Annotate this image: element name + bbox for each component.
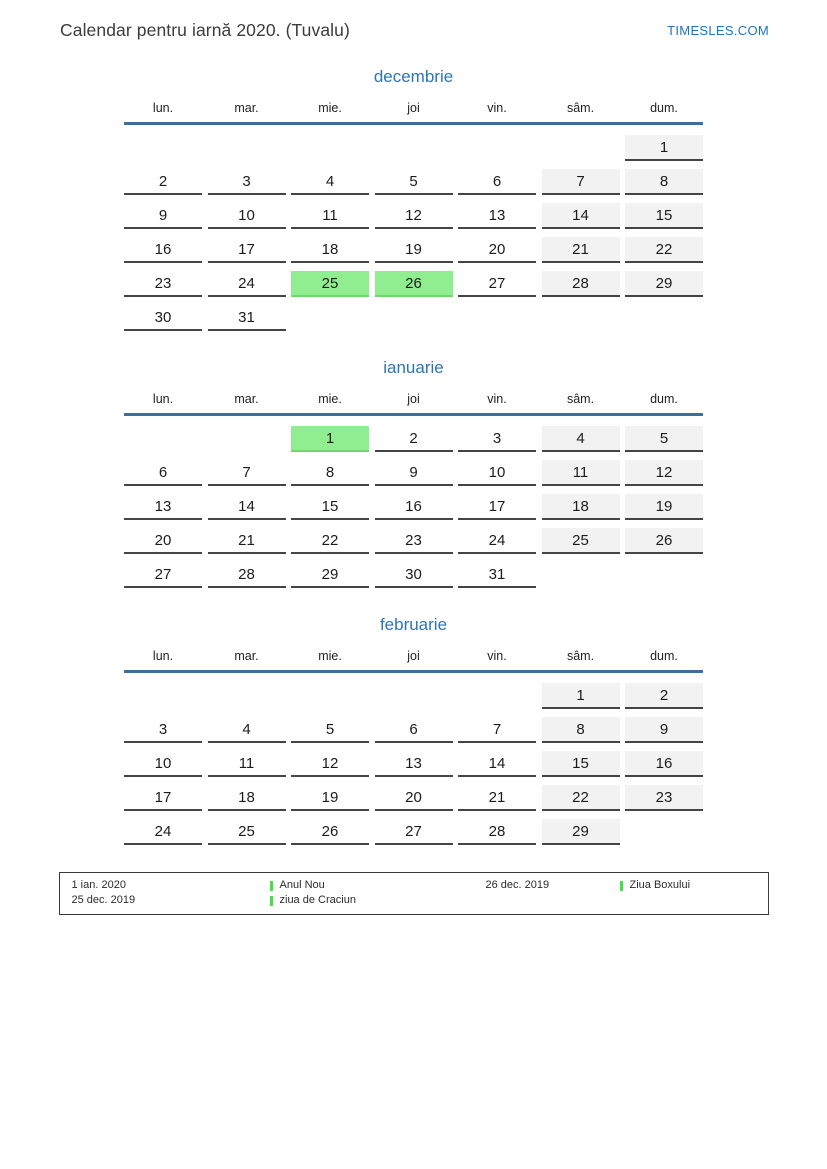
day-cell: 17 — [458, 494, 536, 520]
day-cell: 8 — [291, 460, 369, 486]
month-ianuarie — [124, 358, 703, 588]
day-cell: 22 — [291, 528, 369, 554]
weekday-label: lun. — [152, 101, 174, 115]
day-cell: 7 — [542, 169, 620, 195]
day-cell: 17 — [124, 785, 202, 811]
empty-cell — [542, 562, 620, 588]
empty-cell — [375, 683, 453, 709]
day-cell: 2 — [124, 169, 202, 195]
day-cell: 3 — [208, 169, 286, 195]
day-cell: 16 — [124, 237, 202, 263]
legend-date-column — [72, 878, 270, 908]
day-cell: 21 — [458, 785, 536, 811]
day-cell: 31 — [458, 562, 536, 588]
weekday-label: mie. — [318, 392, 342, 406]
day-cell: 27 — [375, 819, 453, 845]
empty-cell — [625, 305, 703, 331]
day-cell: 14 — [208, 494, 286, 520]
day-cell: 24 — [458, 528, 536, 554]
day-cell: 23 — [625, 785, 703, 811]
legend-holiday — [620, 878, 756, 893]
day-cell: 1 — [542, 683, 620, 709]
holiday-marker-icon — [620, 881, 623, 891]
day-cell: 10 — [458, 460, 536, 486]
weekday-header — [124, 101, 703, 115]
legend-box — [59, 872, 769, 915]
day-cell: 28 — [208, 562, 286, 588]
day-cell: 3 — [458, 426, 536, 452]
legend-date-column — [486, 878, 620, 908]
empty-cell — [291, 305, 369, 331]
day-cell: 27 — [458, 271, 536, 297]
legend-date: 26 dec. 2019 — [485, 879, 550, 891]
legend-holiday — [270, 878, 486, 893]
day-cell: 3 — [124, 717, 202, 743]
day-cell: 12 — [625, 460, 703, 486]
empty-cell — [375, 305, 453, 331]
day-cell: 20 — [124, 528, 202, 554]
weekday-label: mie. — [318, 649, 342, 663]
day-cell: 13 — [375, 751, 453, 777]
empty-cell — [375, 135, 453, 161]
day-cell: 2 — [375, 426, 453, 452]
month-grid — [124, 683, 703, 845]
weekday-label: dum. — [650, 101, 678, 115]
weekday-label: dum. — [650, 649, 678, 663]
day-cell: 25 — [542, 528, 620, 554]
holiday-marker-icon — [270, 881, 273, 891]
month-title: februarie — [379, 615, 448, 634]
empty-cell — [625, 562, 703, 588]
month-title: decembrie — [373, 67, 454, 86]
weekday-label: mar. — [234, 101, 259, 115]
day-cell: 5 — [625, 426, 703, 452]
legend-name-column — [620, 878, 756, 908]
legend-holiday-label: Ziua Boxului — [629, 879, 691, 891]
day-cell: 11 — [542, 460, 620, 486]
page-header — [0, 0, 827, 41]
empty-cell — [208, 426, 286, 452]
day-cell: 10 — [124, 751, 202, 777]
legend-date: 25 dec. 2019 — [71, 894, 136, 906]
day-cell: 11 — [291, 203, 369, 229]
month-grid — [124, 135, 703, 331]
weekday-header — [124, 392, 703, 406]
weekday-label: sâm. — [566, 649, 595, 663]
day-cell: 31 — [208, 305, 286, 331]
day-cell: 27 — [124, 562, 202, 588]
day-cell: 29 — [542, 819, 620, 845]
day-cell: 6 — [375, 717, 453, 743]
month-grid — [124, 426, 703, 588]
day-cell: 15 — [625, 203, 703, 229]
day-cell: 22 — [625, 237, 703, 263]
weekday-label: joi — [407, 649, 420, 663]
day-cell: 20 — [458, 237, 536, 263]
weekday-label: mar. — [234, 649, 259, 663]
empty-cell — [124, 683, 202, 709]
weekday-label: sâm. — [566, 392, 595, 406]
empty-cell — [124, 426, 202, 452]
day-cell: 14 — [542, 203, 620, 229]
day-cell: 17 — [208, 237, 286, 263]
day-cell: 15 — [542, 751, 620, 777]
day-cell: 8 — [625, 169, 703, 195]
day-cell: 21 — [542, 237, 620, 263]
day-cell: 23 — [375, 528, 453, 554]
day-cell: 12 — [375, 203, 453, 229]
day-cell: 24 — [124, 819, 202, 845]
day-cell: 13 — [458, 203, 536, 229]
legend-holiday-label: ziua de Craciun — [279, 894, 356, 906]
holiday-marker-icon — [270, 896, 273, 906]
day-cell: 4 — [291, 169, 369, 195]
day-cell: 10 — [208, 203, 286, 229]
day-cell: 24 — [208, 271, 286, 297]
day-cell: 19 — [625, 494, 703, 520]
day-cell: 5 — [291, 717, 369, 743]
empty-cell — [458, 135, 536, 161]
day-cell: 19 — [291, 785, 369, 811]
day-cell: 7 — [458, 717, 536, 743]
month-title: ianuarie — [383, 358, 444, 377]
day-cell: 25 — [208, 819, 286, 845]
day-cell: 9 — [375, 460, 453, 486]
month-header-rule — [124, 670, 703, 673]
month-header-rule — [124, 413, 703, 416]
day-cell: 6 — [458, 169, 536, 195]
legend-name-column — [270, 878, 486, 908]
empty-cell — [542, 135, 620, 161]
day-cell: 4 — [208, 717, 286, 743]
day-cell: 12 — [291, 751, 369, 777]
day-cell: 23 — [124, 271, 202, 297]
day-cell: 26 — [625, 528, 703, 554]
weekday-label: lun. — [152, 392, 174, 406]
day-cell: 21 — [208, 528, 286, 554]
weekday-label: joi — [407, 101, 420, 115]
legend-date: 1 ian. 2020 — [71, 879, 126, 891]
weekday-label: vin. — [487, 649, 507, 663]
day-cell: 1 — [291, 426, 369, 452]
day-cell: 19 — [375, 237, 453, 263]
day-cell: 26 — [375, 271, 453, 297]
legend-holiday-label: Anul Nou — [279, 879, 325, 891]
day-cell: 18 — [542, 494, 620, 520]
empty-cell — [458, 305, 536, 331]
weekday-label: mar. — [234, 392, 259, 406]
day-cell: 1 — [625, 135, 703, 161]
day-cell: 25 — [291, 271, 369, 297]
day-cell: 29 — [291, 562, 369, 588]
empty-cell — [124, 135, 202, 161]
weekday-label: vin. — [487, 101, 507, 115]
day-cell: 18 — [208, 785, 286, 811]
empty-cell — [291, 683, 369, 709]
weekday-header — [124, 649, 703, 663]
empty-cell — [291, 135, 369, 161]
months-container — [124, 67, 703, 845]
site-link[interactable]: TIMESLES.COM — [667, 23, 769, 38]
empty-cell — [625, 819, 703, 845]
day-cell: 4 — [542, 426, 620, 452]
day-cell: 26 — [291, 819, 369, 845]
day-cell: 6 — [124, 460, 202, 486]
legend-holiday — [270, 893, 486, 908]
day-cell: 15 — [291, 494, 369, 520]
day-cell: 30 — [375, 562, 453, 588]
weekday-label: dum. — [650, 392, 678, 406]
weekday-label: mie. — [318, 101, 342, 115]
weekday-label: lun. — [152, 649, 174, 663]
weekday-label: sâm. — [566, 101, 595, 115]
weekday-label: vin. — [487, 392, 507, 406]
day-cell: 11 — [208, 751, 286, 777]
day-cell: 8 — [542, 717, 620, 743]
day-cell: 7 — [208, 460, 286, 486]
day-cell: 9 — [625, 717, 703, 743]
empty-cell — [208, 135, 286, 161]
day-cell: 14 — [458, 751, 536, 777]
weekday-label: joi — [407, 392, 420, 406]
day-cell: 16 — [625, 751, 703, 777]
day-cell: 29 — [625, 271, 703, 297]
day-cell: 16 — [375, 494, 453, 520]
day-cell: 13 — [124, 494, 202, 520]
empty-cell — [542, 305, 620, 331]
day-cell: 28 — [542, 271, 620, 297]
empty-cell — [458, 683, 536, 709]
legend-content — [72, 878, 756, 908]
day-cell: 20 — [375, 785, 453, 811]
day-cell: 2 — [625, 683, 703, 709]
day-cell: 28 — [458, 819, 536, 845]
month-header-rule — [124, 122, 703, 125]
page-title: Calendar pentru iarnă 2020. (Tuvalu) — [60, 20, 350, 40]
day-cell: 22 — [542, 785, 620, 811]
empty-cell — [208, 683, 286, 709]
month-februarie — [124, 615, 703, 845]
day-cell: 9 — [124, 203, 202, 229]
day-cell: 18 — [291, 237, 369, 263]
month-decembrie — [124, 67, 703, 331]
day-cell: 30 — [124, 305, 202, 331]
day-cell: 5 — [375, 169, 453, 195]
